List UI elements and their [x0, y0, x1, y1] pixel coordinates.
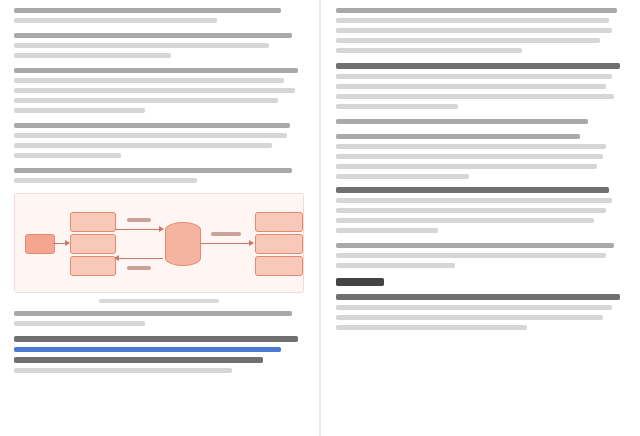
diagram-edge-store-to-stack-2 — [201, 243, 253, 244]
section-heading — [336, 278, 384, 286]
right-paragraph-2 — [336, 63, 626, 109]
figure-caption — [99, 299, 219, 303]
left-column — [0, 0, 318, 436]
right-final-paragraph — [336, 294, 626, 330]
diagram-edge-source-to-stack-1 — [53, 243, 69, 244]
left-paragraph-2 — [14, 33, 304, 58]
left-paragraph-after-figure-1 — [14, 311, 304, 326]
diagram-edge-stack-1-to-store — [115, 229, 163, 230]
left-paragraph-3 — [14, 68, 304, 113]
diagram-node-stack-1-c — [70, 256, 116, 276]
diagram-node-stack-2-b — [255, 234, 303, 254]
diagram-node-stack-1-a — [70, 212, 116, 232]
diagram-node-stack-2-a — [255, 212, 303, 232]
left-paragraph-5 — [14, 168, 304, 183]
right-paragraph-1 — [336, 8, 626, 53]
diagram-node-stack-1-b — [70, 234, 116, 254]
diagram-node-left-source — [25, 234, 55, 254]
diagram-edge-store-to-stack-1 — [115, 258, 163, 259]
right-paragraph-5 — [336, 187, 626, 233]
left-paragraph-4 — [14, 123, 304, 158]
right-paragraph-6 — [336, 243, 626, 268]
diagram-node-store — [165, 222, 201, 266]
right-column — [322, 0, 640, 436]
left-paragraph-1 — [14, 8, 304, 23]
left-paragraph-after-figure-2 — [14, 336, 304, 373]
diagram-node-stack-2-c — [255, 256, 303, 276]
right-paragraph-4 — [336, 134, 626, 179]
flow-diagram — [14, 193, 304, 293]
right-paragraph-3 — [336, 119, 626, 124]
column-divider — [319, 0, 321, 436]
